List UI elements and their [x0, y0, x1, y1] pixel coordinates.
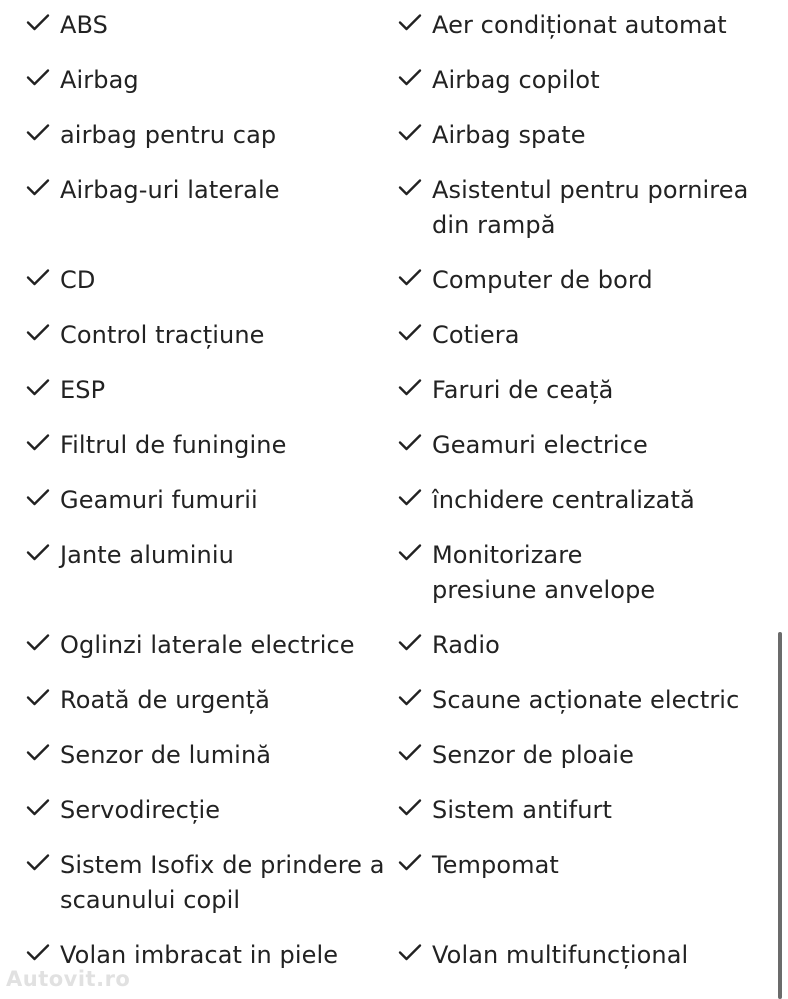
check-icon: [398, 542, 422, 562]
feature-label-line: Geamuri fumurii: [60, 486, 258, 514]
check-icon: [26, 797, 50, 817]
check-icon: [398, 742, 422, 762]
check-icon: [398, 322, 422, 342]
check-icon: [398, 687, 422, 707]
check-icon: [398, 852, 422, 872]
feature-label-line: scaunului copil: [60, 886, 241, 914]
feature-label: [432, 938, 764, 973]
feature-label-line: Oglinzi laterale electrice: [60, 631, 355, 659]
feature-label: [432, 118, 764, 153]
feature-label: [60, 173, 392, 208]
feature-label-line: Cotiera: [432, 321, 520, 349]
feature-label-line: Senzor de lumină: [60, 741, 272, 769]
feature-label-line: Tempomat: [432, 851, 559, 879]
feature-label: [432, 63, 764, 98]
check-icon: [398, 67, 422, 87]
feature-label: [432, 683, 764, 718]
check-icon: [398, 797, 422, 817]
feature-label: [432, 848, 764, 883]
check-icon: [26, 742, 50, 762]
feature-label: [432, 738, 764, 773]
feature-label-line: Airbag spate: [432, 121, 586, 149]
feature-label-line: CD: [60, 266, 96, 294]
feature-label: [60, 628, 392, 663]
feature-label-line: Volan imbracat in piele: [60, 941, 339, 969]
feature-label-line: Faruri de ceață: [432, 376, 614, 404]
feature-label-line: din rampă: [432, 211, 556, 239]
feature-label: [60, 118, 392, 153]
check-icon: [26, 852, 50, 872]
feature-label: [432, 318, 764, 353]
check-icon: [398, 942, 422, 962]
feature-label-line: Computer de bord: [432, 266, 653, 294]
check-icon: [26, 377, 50, 397]
feature-label: [432, 793, 764, 828]
feature-label: [60, 263, 392, 298]
feature-label-line: Monitorizare: [432, 541, 583, 569]
check-icon: [398, 632, 422, 652]
check-icon: [398, 377, 422, 397]
feature-label-line: Radio: [432, 631, 500, 659]
feature-label: [60, 793, 392, 828]
scrollbar-thumb[interactable]: [778, 632, 782, 999]
feature-label-line: Servodirecție: [60, 796, 221, 824]
feature-label: [60, 848, 392, 918]
feature-label: [60, 738, 392, 773]
feature-label-line: Sistem antifurt: [432, 796, 613, 824]
feature-label: [432, 8, 764, 43]
feature-label-line: Roată de urgență: [60, 686, 270, 714]
check-icon: [398, 177, 422, 197]
feature-label-line: Volan multifuncțional: [432, 941, 689, 969]
feature-label-line: presiune anvelope: [432, 576, 656, 604]
check-icon: [398, 122, 422, 142]
feature-label-line: Asistentul pentru pornirea: [432, 176, 749, 204]
watermark: Autovit.ro: [6, 967, 131, 991]
scrollbar[interactable]: [774, 0, 788, 999]
feature-label-line: Aer condiționat automat: [432, 11, 727, 39]
feature-label-line: închidere centralizată: [432, 486, 695, 514]
feature-label: [60, 483, 392, 518]
feature-label-line: ESP: [60, 376, 106, 404]
feature-label-line: Geamuri electrice: [432, 431, 648, 459]
feature-label: [60, 538, 392, 573]
feature-label-line: ABS: [60, 11, 108, 39]
check-icon: [398, 267, 422, 287]
check-icon: [26, 122, 50, 142]
feature-label: [432, 373, 764, 408]
check-icon: [26, 542, 50, 562]
feature-label-line: Senzor de ploaie: [432, 741, 634, 769]
feature-label: [432, 263, 764, 298]
check-icon: [26, 687, 50, 707]
feature-label: [432, 173, 764, 243]
check-icon: [26, 322, 50, 342]
feature-label-line: Airbag: [60, 66, 139, 94]
check-icon: [398, 432, 422, 452]
feature-label: [60, 63, 392, 98]
feature-label: [432, 428, 764, 463]
feature-label-line: Filtrul de funingine: [60, 431, 287, 459]
feature-label-line: Jante aluminiu: [60, 541, 234, 569]
feature-label-line: Airbag-uri laterale: [60, 176, 280, 204]
feature-label-line: airbag pentru cap: [60, 121, 277, 149]
feature-label-line: Airbag copilot: [432, 66, 600, 94]
feature-label: [432, 628, 764, 663]
feature-label-line: Sistem Isofix de prindere a: [60, 851, 385, 879]
check-icon: [26, 177, 50, 197]
check-icon: [26, 487, 50, 507]
feature-label: [432, 538, 764, 608]
feature-label: [60, 373, 392, 408]
check-icon: [398, 12, 422, 32]
check-icon: [26, 12, 50, 32]
feature-label: [60, 318, 392, 353]
feature-label: [432, 483, 764, 518]
feature-label-line: Control tracțiune: [60, 321, 265, 349]
feature-label-line: Scaune acționate electric: [432, 686, 740, 714]
feature-label: [60, 8, 392, 43]
check-icon: [26, 67, 50, 87]
feature-label: [60, 683, 392, 718]
check-icon: [26, 942, 50, 962]
check-icon: [398, 487, 422, 507]
feature-label: [60, 428, 392, 463]
check-icon: [26, 432, 50, 452]
check-icon: [26, 267, 50, 287]
check-icon: [26, 632, 50, 652]
